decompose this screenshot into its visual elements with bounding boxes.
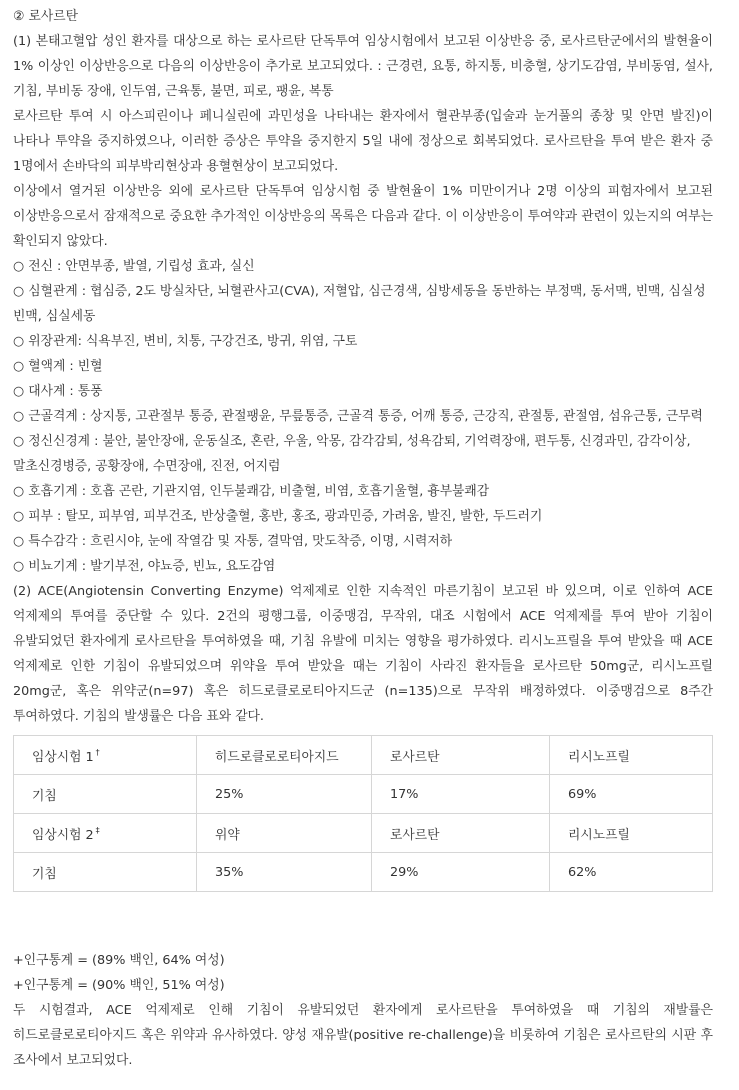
footnote-marker: † [95, 748, 100, 758]
paragraph-conclusion: 두 시험결과, ACE 억제제로 인해 기침이 유발되었던 환자에게 로사르탄을 투여하였을 때 기침의 재발률은 히드로클로로티아지드 혹은 위약과 유사하였다. 양성 재유발(positive re-challenge)을 비롯하여 기침은 로사르탄의 시판 후 조사에서 보고되었다. [13, 1003, 713, 1068]
organ-system-item: ○ 심혈관계 : 협심증, 2도 방실차단, 뇌혈관사고(CVA), 저혈압, 심근경색, 심방세동을 동반하는 부정맥, 동서맥, 빈맥, 심실성 빈맥, 심실세동 [13, 284, 706, 324]
table-cell: 로사르탄 [372, 736, 550, 775]
organ-system-item: ○ 근골격계 : 상지통, 고관절부 통증, 관절팽윤, 무릎통증, 근골격 통증, 어깨 통증, 근강직, 관절통, 관절염, 섬유근통, 근무력 [13, 409, 703, 424]
table-cell: 17% [372, 775, 550, 814]
table-row [14, 775, 713, 814]
table-cell: 임상시험 1 † [14, 736, 197, 775]
paragraph-angioedema: 로사르탄 투여 시 아스피린이나 페니실린에 과민성을 나타내는 환자에서 혈관부종(입술과 눈거풀의 종창 및 안면 발진)이 나타나 투약을 중지하였으나, 이러한 증상은 투약을 중지한지 5일 내에 정상으로 회복되었다. 로사르탄을 투여 받은 환자 중 1명에서 손바닥의 피부박리현상과 용혈현상이 보고되었다. [13, 109, 713, 174]
table-cell: 위약 [197, 814, 372, 853]
table-cell: 로사르탄 [372, 814, 550, 853]
table-cell: 히드로클로로티아지드 [197, 736, 372, 775]
table-cell: 리시노프릴 [550, 736, 713, 775]
footnote-marker: ‡ [95, 826, 100, 836]
table-cell: 29% [372, 853, 550, 892]
organ-system-item: ○ 위장관계: 식욕부진, 변비, 치통, 구강건조, 방귀, 위염, 구토 [13, 334, 358, 349]
table-cell: 25% [197, 775, 372, 814]
table-cell: 69% [550, 775, 713, 814]
table-cell: 62% [550, 853, 713, 892]
organ-system-item: ○ 비뇨기계 : 발기부전, 야뇨증, 빈뇨, 요도감염 [13, 559, 276, 574]
organ-system-item: ○ 정신신경계 : 불안, 불안장애, 운동실조, 혼란, 우울, 악몽, 감각감퇴, 성욕감퇴, 기억력장애, 편두통, 신경과민, 감각이상, 말초신경병증, 공황장애, 수면장애, 진전, 어지럼 [13, 434, 691, 474]
cough-incidence-table [13, 735, 713, 892]
table-cell: 임상시험 2 ‡ [14, 814, 197, 853]
table-row [14, 853, 713, 892]
table-cell: 기침 [14, 775, 197, 814]
table-cell: 기침 [14, 853, 197, 892]
paragraph-rare-reactions-intro: 이상에서 열거된 이상반응 외에 로사르탄 단독투여 임상시험 중 발현율이 1% 미만이거나 2명 이상의 피험자에서 보고된 이상반응으로서 잠재적으로 중요한 추가적인 이상반응의 목록은 다음과 같다. 이 이상반응이 투여약과 관련이 있는지의 여부는 확인되지 않았다. [13, 184, 713, 249]
paragraph-common-adverse-reactions: (1) 본태고혈압 성인 환자를 대상으로 하는 로사르탄 단독투여 임상시험에서 보고된 이상반응 중, 로사르탄군에서의 발현율이 1% 이상인 이상반응으로 다음의 이상반응이 추가로 보고되었다. : 근경련, 요통, 하지통, 비충혈, 상기도감염, 부비동염, 설사, 기침, 부비동 장애, 인두염, 근육통, 불면, 피로, 팽윤, 복통 [13, 34, 713, 99]
spacer [13, 892, 713, 948]
table-cell: 35% [197, 853, 372, 892]
table-cell: 리시노프릴 [550, 814, 713, 853]
paragraph-cough-trials: (2) ACE(Angiotensin Converting Enzyme) 억제제로 인한 지속적인 마른기침이 보고된 바 있으며, 이로 인하여 ACE 억제제의 투여를 중단할 수 있다. 2건의 평행그룹, 이중맹검, 무작위, 대조 시험에서 ACE 억제제를 투여 받아 기침이 유발되었던 환자에게 로사르탄을 투여하였을 때, 기침 유발에 미치는 영향을 평가하였다. 리시노프릴을 투여 받았을 때 ACE 억제제로 인한 기침이 유발되었으며 위약을 투여 받았을 때는 기침이 사라진 환자들을 로사르탄 50mg군, 리시노프릴 20mg군, 혹은 위약군(n=97) 혹은 히드로클로로티아지드군 (n=135)으로 무작위 배정하였다. 이중맹검으로 8주간 투여하였다. 기침의 발생률은 다음 표와 같다. [13, 584, 713, 724]
footnote-trial-2: +인구통계 = (90% 백인, 51% 여성) [13, 978, 225, 993]
organ-system-item: ○ 혈액계 : 빈혈 [13, 359, 103, 374]
organ-system-item: ○ 대사계 : 통풍 [13, 384, 103, 399]
footnote-trial-1: +인구통계 = (89% 백인, 64% 여성) [13, 953, 225, 968]
table-row [14, 814, 713, 853]
organ-system-item: ○ 특수감각 : 흐린시야, 눈에 작열감 및 자통, 결막염, 맛도착증, 이명, 시력저하 [13, 534, 453, 549]
organ-system-list [13, 254, 713, 579]
organ-system-item: ○ 전신 : 안면부종, 발열, 기립성 효과, 실신 [13, 259, 255, 274]
organ-system-item: ○ 호흡기계 : 호흡 곤란, 기관지염, 인두불쾌감, 비출혈, 비염, 호흡기울혈, 흉부불쾌감 [13, 484, 490, 499]
organ-system-item: ○ 피부 : 탈모, 피부염, 피부건조, 반상출혈, 홍반, 홍조, 광과민증, 가려움, 발진, 발한, 두드러기 [13, 509, 543, 524]
section-heading: ② 로사르탄 [13, 9, 78, 24]
table-row [14, 736, 713, 775]
